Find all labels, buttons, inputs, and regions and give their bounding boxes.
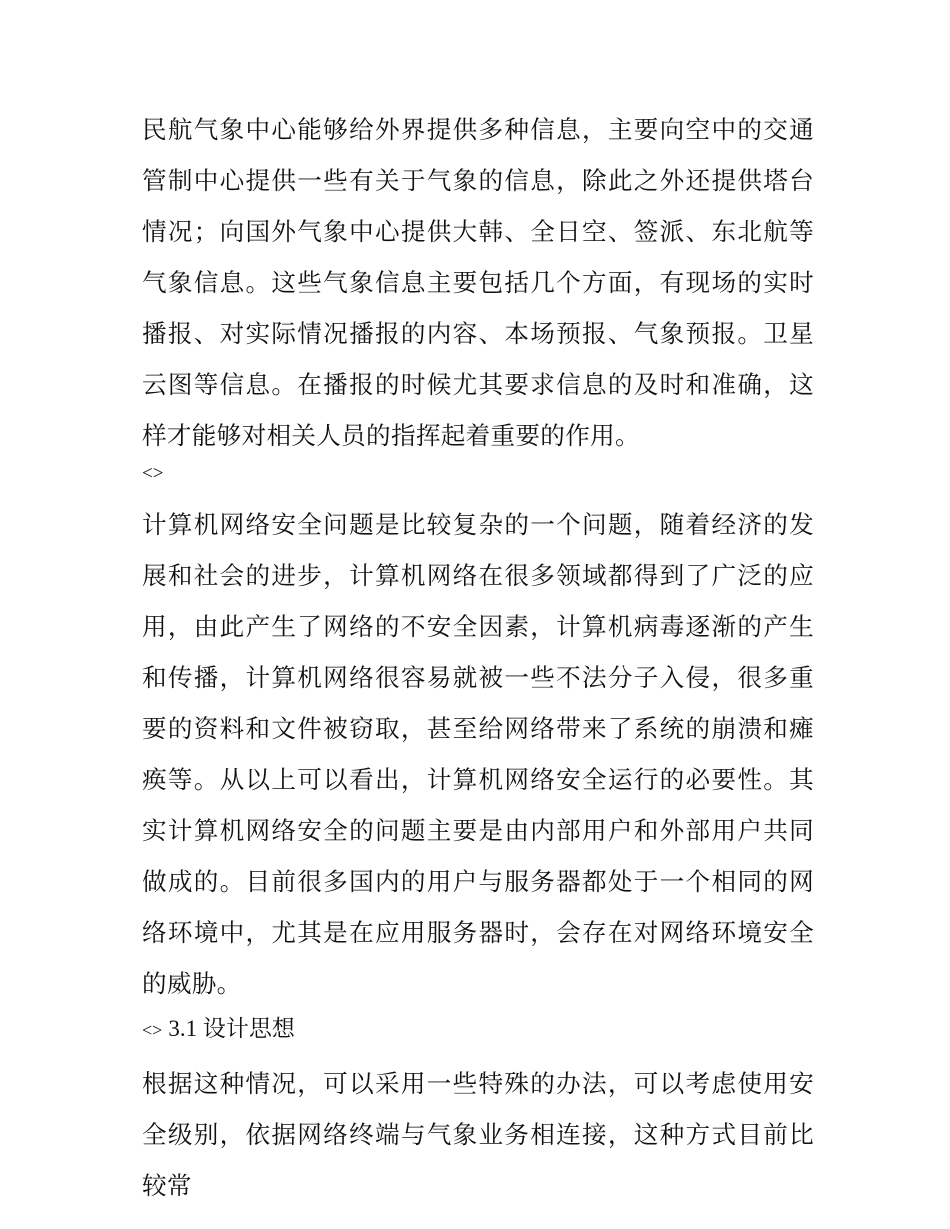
heading-title: 3.1 设计思想 xyxy=(168,1016,295,1041)
paragraph-design-approach: 根据这种情况，可以采用一些特殊的办法，可以考虑使用安全级别，依据网络终端与气象业务相连接，这种方式目前比较常 xyxy=(142,1069,814,1200)
heading-marker: <> xyxy=(142,1020,163,1040)
paragraph-network-security: 计算机网络安全问题是比较复杂的一个问题，随着经济的发展和社会的进步，计算机网络在很多领域都得到了广泛的应用，由此产生了网络的不安全因素，计算机病毒逐渐的产生和传播，计算机网络很容易就被一些不法分子入侵，很多重要的资料和文件被窃取，甚至给网络带来了系统的崩溃和瘫痪等。从以上可以看出，计算机网络安全运行的必要性。其实计算机网络安全的问题主要是由内部用户和外部用户共同做成的。目前很多国内的用户与服务器都处于一个相同的网络环境中，尤其是在应用服务器时，会存在对网络环境安全的威胁。 xyxy=(142,510,814,998)
paragraph-weather-center: 民航气象中心能够给外界提供多种信息，主要向空中的交通管制中心提供一些有关于气象的信息，除此之外还提供塔台情况；向国外气象中心提供大韩、全日空、签派、东北航等气象信息。这些气象信息主要包括几个方面，有现场的实时播报、对实际情况播报的内容、本场预报、气象预报。卫星云图等信息。在播报的时候尤其要求信息的及时和准确，这样才能够对相关人员的指挥起着重要的作用。 xyxy=(142,115,814,450)
section-heading-design-idea xyxy=(142,1009,814,1058)
section-heading-placeholder: <> xyxy=(142,463,164,484)
document-body xyxy=(142,104,814,1211)
